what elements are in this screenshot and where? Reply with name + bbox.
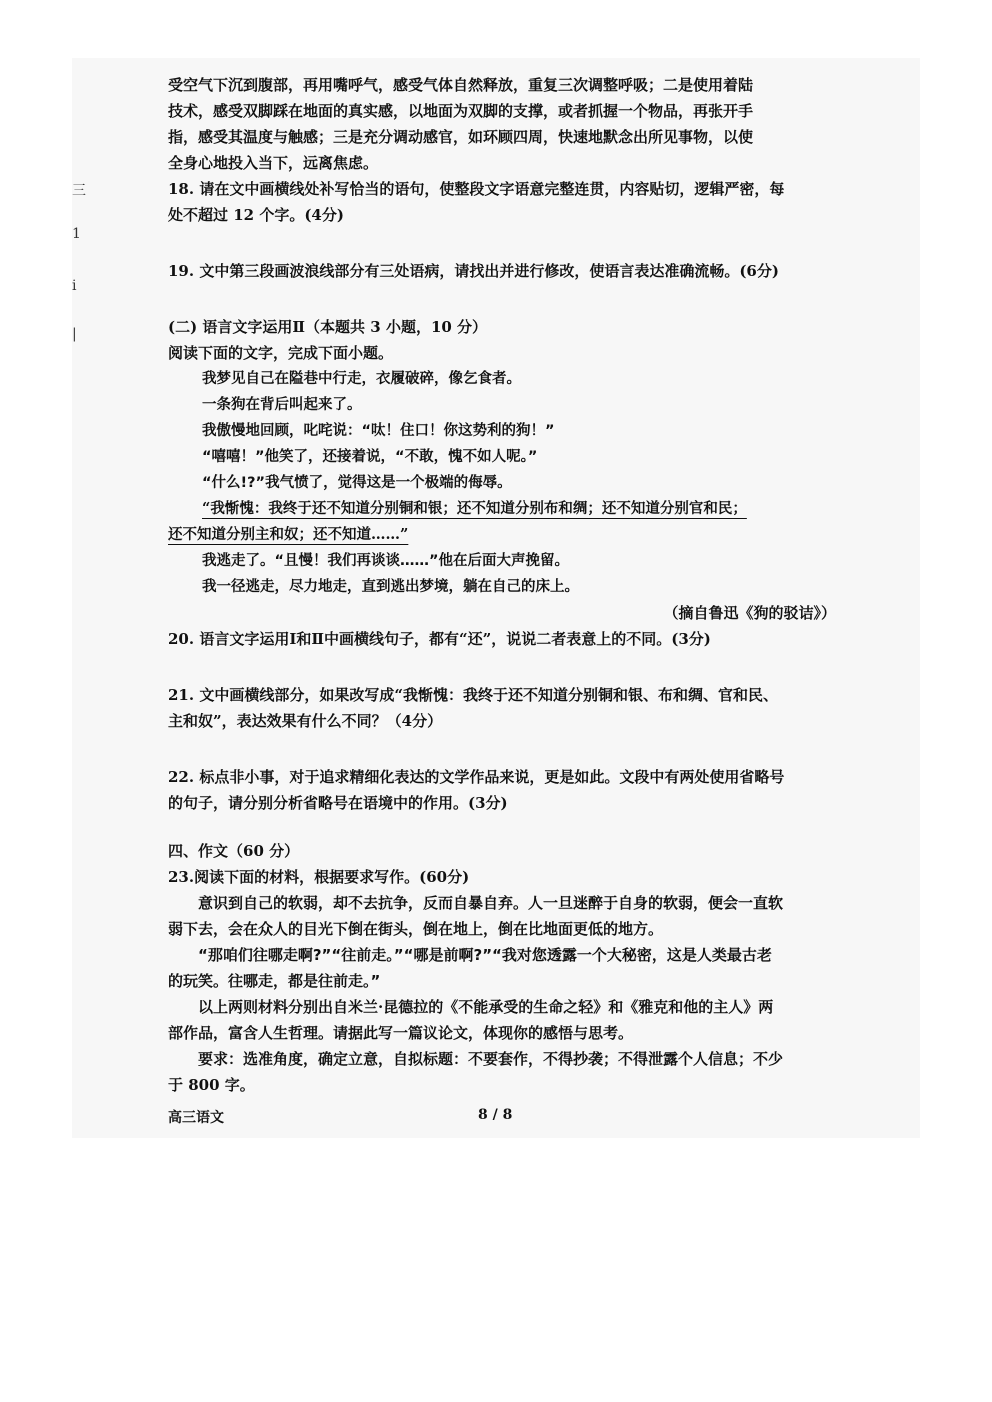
material-source: 以上两则材料分别出自米兰·昆德拉的《不能承受的生命之轻》和《雅克和他的主人》两 [198, 998, 774, 1016]
margin-mark: | [72, 326, 77, 342]
passage-line: 我逃走了。“且慢！我们再谈谈……”他在后面大声挽留。 [202, 553, 570, 569]
question-18: 18. 请在文中画横线处补写恰当的语句，使整段文字语意完整连贯，内容贴切，逻辑严密，每 [168, 180, 785, 198]
passage [168, 366, 836, 496]
passage-line: “嘻嘻！”他笑了，还接着说，“不敢，愧不如人呢。” [202, 449, 538, 465]
intro-paragraph [168, 72, 836, 176]
margin-mark: 1 [72, 226, 81, 242]
section-heading: 四、作文（60 分） [168, 842, 300, 860]
passage-line: 我梦见自己在隘巷中行走，衣履破碎，像乞食者。 [202, 371, 521, 387]
material-2-cont: 的玩笑。往哪走，都是往前走。” [168, 972, 381, 990]
material-source-cont: 部作品，富含人生哲理。请据此写一篇议论文，体现你的感悟与思考。 [168, 1024, 634, 1042]
question-21: 21. 文中画横线部分，如果改写成“我惭愧：我终于还不知道分别铜和银、布和绸、官和民、 [168, 686, 778, 704]
material-1: 意识到自己的软弱，却不去抗争，反而自暴自弃。人一旦迷醉于自身的软弱，便会一直软 [198, 894, 784, 912]
text-line: 受空气下沉到腹部，再用嘴呼气，感受气体自然释放，重复三次调整呼吸；二是使用着陆 [168, 76, 754, 94]
requirements: 要求：选准角度，确定立意，自拟标题：不要套作，不得抄袭；不得泄露个人信息；不少 [198, 1050, 784, 1068]
material-2: “那咱们往哪走啊?”“往前走。”“哪是前啊?”“我对您透露一个大秘密，这是人类最古老 [198, 946, 772, 964]
footer-subject: 高三语文 [168, 1110, 224, 1126]
passage-line: 我傲慢地回顾，叱咤说：“呔！住口！你这势利的狗！” [202, 423, 555, 439]
passage-line: 我一径逃走，尽力地走，直到逃出梦境，躺在自己的床上。 [202, 579, 579, 595]
passage-line: “什么!?”我气愤了，觉得这是一个极端的侮辱。 [202, 475, 512, 491]
text-line: 全身心地投入当下，远离焦虑。 [168, 154, 379, 172]
passage-line: 一条狗在背后叫起来了。 [202, 397, 362, 413]
margin-mark: i [72, 278, 77, 294]
page-content [168, 72, 836, 1098]
passage-source: （摘自鲁迅《狗的驳诘》） [663, 604, 836, 622]
section-heading: (二) 语言文字运用Ⅱ（本题共 3 小题，10 分） [168, 318, 488, 336]
requirements-cont: 于 800 字。 [168, 1076, 255, 1094]
text-line: 指，感受其温度与触感；三是充分调动感官，如环顾四周，快速地默念出所见事物，以使 [168, 128, 754, 146]
page-footer [168, 1107, 836, 1127]
question-22-cont: 的句子，请分别分析省略号在语境中的作用。(3分) [168, 794, 508, 812]
question-21-cont: 主和奴”，表达效果有什么不同？（4分） [168, 712, 443, 730]
material-1-cont: 弱下去，会在众人的目光下倒在街头，倒在地上，倒在比地面更低的地方。 [168, 920, 664, 938]
question-19: 19. 文中第三段画波浪线部分有三处语病，请找出并进行修改，使语言表达准确流畅。(6分) [168, 262, 779, 280]
question-22: 22. 标点非小事，对于追求精细化表达的文学作品来说，更是如此。文段中有两处使用省略号 [168, 768, 785, 786]
instruction: 阅读下面的文字，完成下面小题。 [168, 344, 394, 362]
page-number: 8 / 8 [478, 1107, 513, 1123]
margin-mark: 三 [72, 183, 86, 199]
underlined-sentence-cont: 还不知道分别主和奴；还不知道……” [168, 526, 409, 543]
question-20: 20. 语言文字运用Ⅰ和Ⅱ中画横线句子，都有“还”，说说二者表意上的不同。(3分) [168, 630, 711, 648]
passage-end [168, 548, 836, 600]
underlined-sentence: “我惭愧：我终于还不知道分别铜和银；还不知道分别布和绸；还不知道分别官和民； [202, 500, 747, 517]
text-line: 技术，感受双脚踩在地面的真实感，以地面为双脚的支撑，或者抓握一个物品，再张开手 [168, 102, 754, 120]
question-18-cont: 处不超过 12 个字。(4分) [168, 206, 344, 224]
question-23: 23.阅读下面的材料，根据要求写作。(60分) [168, 868, 470, 886]
